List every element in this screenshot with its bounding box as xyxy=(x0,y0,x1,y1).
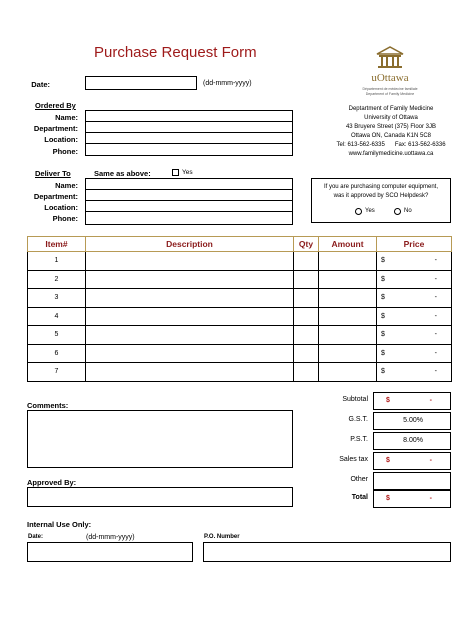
computer-question-line1: If you are purchasing computer equipment, xyxy=(323,184,439,190)
sales-tax-dollar: $ xyxy=(386,457,390,464)
form-title: Purchase Request Form xyxy=(94,44,257,61)
item-number-cell: 7 xyxy=(28,363,86,382)
price-dollar: $ xyxy=(381,331,385,338)
other-field[interactable] xyxy=(373,472,451,490)
price-value: - xyxy=(434,349,437,357)
amount-cell[interactable] xyxy=(319,307,377,326)
qty-cell[interactable] xyxy=(294,344,319,363)
price-cell[interactable] xyxy=(377,289,452,308)
street-address: 43 Bruyere Street (375) Floor 3JB xyxy=(345,124,437,130)
item-number-cell: 3 xyxy=(28,289,86,308)
price-cell[interactable] xyxy=(377,252,452,271)
amount-cell[interactable] xyxy=(319,326,377,345)
sales-tax-label: Sales tax xyxy=(339,456,368,463)
ordered-location-label: Location: xyxy=(44,135,78,144)
items-header-row xyxy=(28,237,452,252)
item-number-cell: 5 xyxy=(28,326,86,345)
pst-field[interactable] xyxy=(373,432,451,450)
internal-date-field[interactable] xyxy=(27,542,193,562)
date-format-hint: (dd-mmm-yyyy) xyxy=(203,80,252,87)
qty-cell[interactable] xyxy=(294,363,319,382)
price-value: - xyxy=(434,294,437,301)
table-row xyxy=(28,326,452,345)
qty-cell[interactable] xyxy=(294,252,319,271)
ordered-name-label: Name: xyxy=(55,113,78,122)
total-field[interactable] xyxy=(373,490,451,508)
gst-value: 5.00% xyxy=(403,417,423,424)
description-cell[interactable] xyxy=(86,307,294,326)
description-cell[interactable] xyxy=(86,289,294,308)
price-cell[interactable] xyxy=(377,363,452,382)
logo-subtitle-1: Département de médecine familiale xyxy=(362,87,418,91)
computer-approval-box xyxy=(311,178,451,223)
price-dollar: $ xyxy=(381,349,385,357)
description-cell[interactable] xyxy=(86,363,294,382)
price-value: - xyxy=(434,257,437,264)
approval-yes-label: Yes xyxy=(365,208,375,214)
amount-cell[interactable] xyxy=(319,344,377,363)
city-address: Ottawa ON, Canada K1N 5C8 xyxy=(350,133,432,139)
internal-date-hint: (dd-mmm-yyyy) xyxy=(86,534,135,541)
header-description: Description xyxy=(86,237,294,252)
deliver-to-heading: Deliver To xyxy=(35,169,71,178)
subtotal-value: - xyxy=(429,397,432,404)
total-value: - xyxy=(429,495,432,502)
po-number-field[interactable] xyxy=(203,542,451,562)
comments-field[interactable] xyxy=(27,410,293,468)
ordered-phone-field[interactable] xyxy=(85,143,293,156)
table-row xyxy=(28,270,452,289)
header-price: Price xyxy=(377,237,452,252)
header-amount: Amount xyxy=(319,237,377,252)
item-number-cell: 2 xyxy=(28,270,86,289)
price-cell[interactable] xyxy=(377,270,452,289)
approval-no-label: No xyxy=(404,208,412,214)
price-value: - xyxy=(434,331,437,338)
header-item-number: Item# xyxy=(28,237,86,252)
price-dollar: $ xyxy=(381,275,385,283)
amount-cell[interactable] xyxy=(319,252,377,271)
po-number-label: P.O. Number xyxy=(204,534,240,540)
same-as-above-label: Same as above: xyxy=(94,169,151,178)
price-cell[interactable] xyxy=(377,326,452,345)
ordered-phone-label: Phone: xyxy=(52,147,78,156)
date-label: Date: xyxy=(31,80,50,89)
university-name: University of Ottawa xyxy=(364,115,418,121)
price-dollar: $ xyxy=(381,294,385,301)
price-value: - xyxy=(434,275,437,283)
tel-number: Tel: 613-562-6335 xyxy=(336,142,385,148)
qty-cell[interactable] xyxy=(294,307,319,326)
total-label: Total xyxy=(351,494,368,501)
pst-value: 8.00% xyxy=(403,437,423,444)
price-cell[interactable] xyxy=(377,307,452,326)
price-value: - xyxy=(434,368,437,375)
phone-fax xyxy=(325,142,457,148)
description-cell[interactable] xyxy=(86,326,294,345)
pst-label: P.S.T. xyxy=(350,436,368,443)
ordered-by-heading: Ordered By xyxy=(35,101,76,110)
description-cell[interactable] xyxy=(86,252,294,271)
table-row xyxy=(28,252,452,271)
ordered-department-label: Department: xyxy=(33,124,78,133)
total-dollar: $ xyxy=(386,495,390,502)
deliver-phone-field[interactable] xyxy=(85,211,293,225)
internal-use-heading: Internal Use Only: xyxy=(27,520,92,529)
price-dollar: $ xyxy=(381,257,385,264)
gst-field[interactable] xyxy=(373,412,451,430)
fax-number: Fax: 613-562-6336 xyxy=(394,142,446,148)
table-row xyxy=(28,289,452,308)
university-logo xyxy=(360,46,420,106)
amount-cell[interactable] xyxy=(319,363,377,382)
deliver-name-label: Name: xyxy=(55,181,78,190)
dept-name: Deptartment of Family Medicine xyxy=(348,106,434,112)
qty-cell[interactable] xyxy=(294,289,319,308)
internal-date-label: Date: xyxy=(28,534,44,540)
same-as-above-checkbox[interactable] xyxy=(172,169,179,176)
gst-label: G.S.T. xyxy=(348,416,368,423)
sales-tax-field[interactable] xyxy=(373,452,451,470)
subtotal-field[interactable] xyxy=(373,392,451,410)
subtotal-label: Subtotal xyxy=(342,396,368,403)
approval-no-radio[interactable] xyxy=(394,208,401,215)
items-table xyxy=(27,236,452,382)
item-number-cell: 1 xyxy=(28,252,86,271)
website: www.familymedicine.uottawa.ca xyxy=(348,151,434,157)
deliver-phone-label: Phone: xyxy=(52,214,78,223)
approved-by-field[interactable] xyxy=(27,487,293,507)
qty-cell[interactable] xyxy=(294,270,319,289)
amount-cell[interactable] xyxy=(319,270,377,289)
table-row xyxy=(28,307,452,326)
table-row xyxy=(28,344,452,363)
other-label: Other xyxy=(350,476,368,483)
item-number-cell: 4 xyxy=(28,307,86,326)
date-input[interactable] xyxy=(85,76,197,90)
comments-label: Comments: xyxy=(27,401,69,410)
building-icon xyxy=(375,46,405,70)
deliver-department-label: Department: xyxy=(33,192,78,201)
price-cell[interactable] xyxy=(377,344,452,363)
description-cell[interactable] xyxy=(86,344,294,363)
approved-by-label: Approved By: xyxy=(27,478,77,487)
item-number-cell: 6 xyxy=(28,344,86,363)
sales-tax-value: - xyxy=(429,457,432,464)
approval-yes-radio[interactable] xyxy=(355,208,362,215)
amount-cell[interactable] xyxy=(319,289,377,308)
price-value: - xyxy=(434,312,437,320)
logo-subtitle-2: Department of Family Medicine xyxy=(365,92,415,96)
logo-text: uOttawa xyxy=(371,72,409,84)
qty-cell[interactable] xyxy=(294,326,319,345)
subtotal-dollar: $ xyxy=(386,397,390,404)
same-as-above-yes-label: Yes xyxy=(182,169,193,176)
price-dollar: $ xyxy=(381,312,385,320)
description-cell[interactable] xyxy=(86,270,294,289)
computer-question-line2: was it approved by SCO Helpdesk? xyxy=(333,193,429,199)
deliver-location-label: Location: xyxy=(44,203,78,212)
header-qty: Qty xyxy=(294,237,319,252)
price-dollar: $ xyxy=(381,368,385,375)
table-row xyxy=(28,363,452,382)
